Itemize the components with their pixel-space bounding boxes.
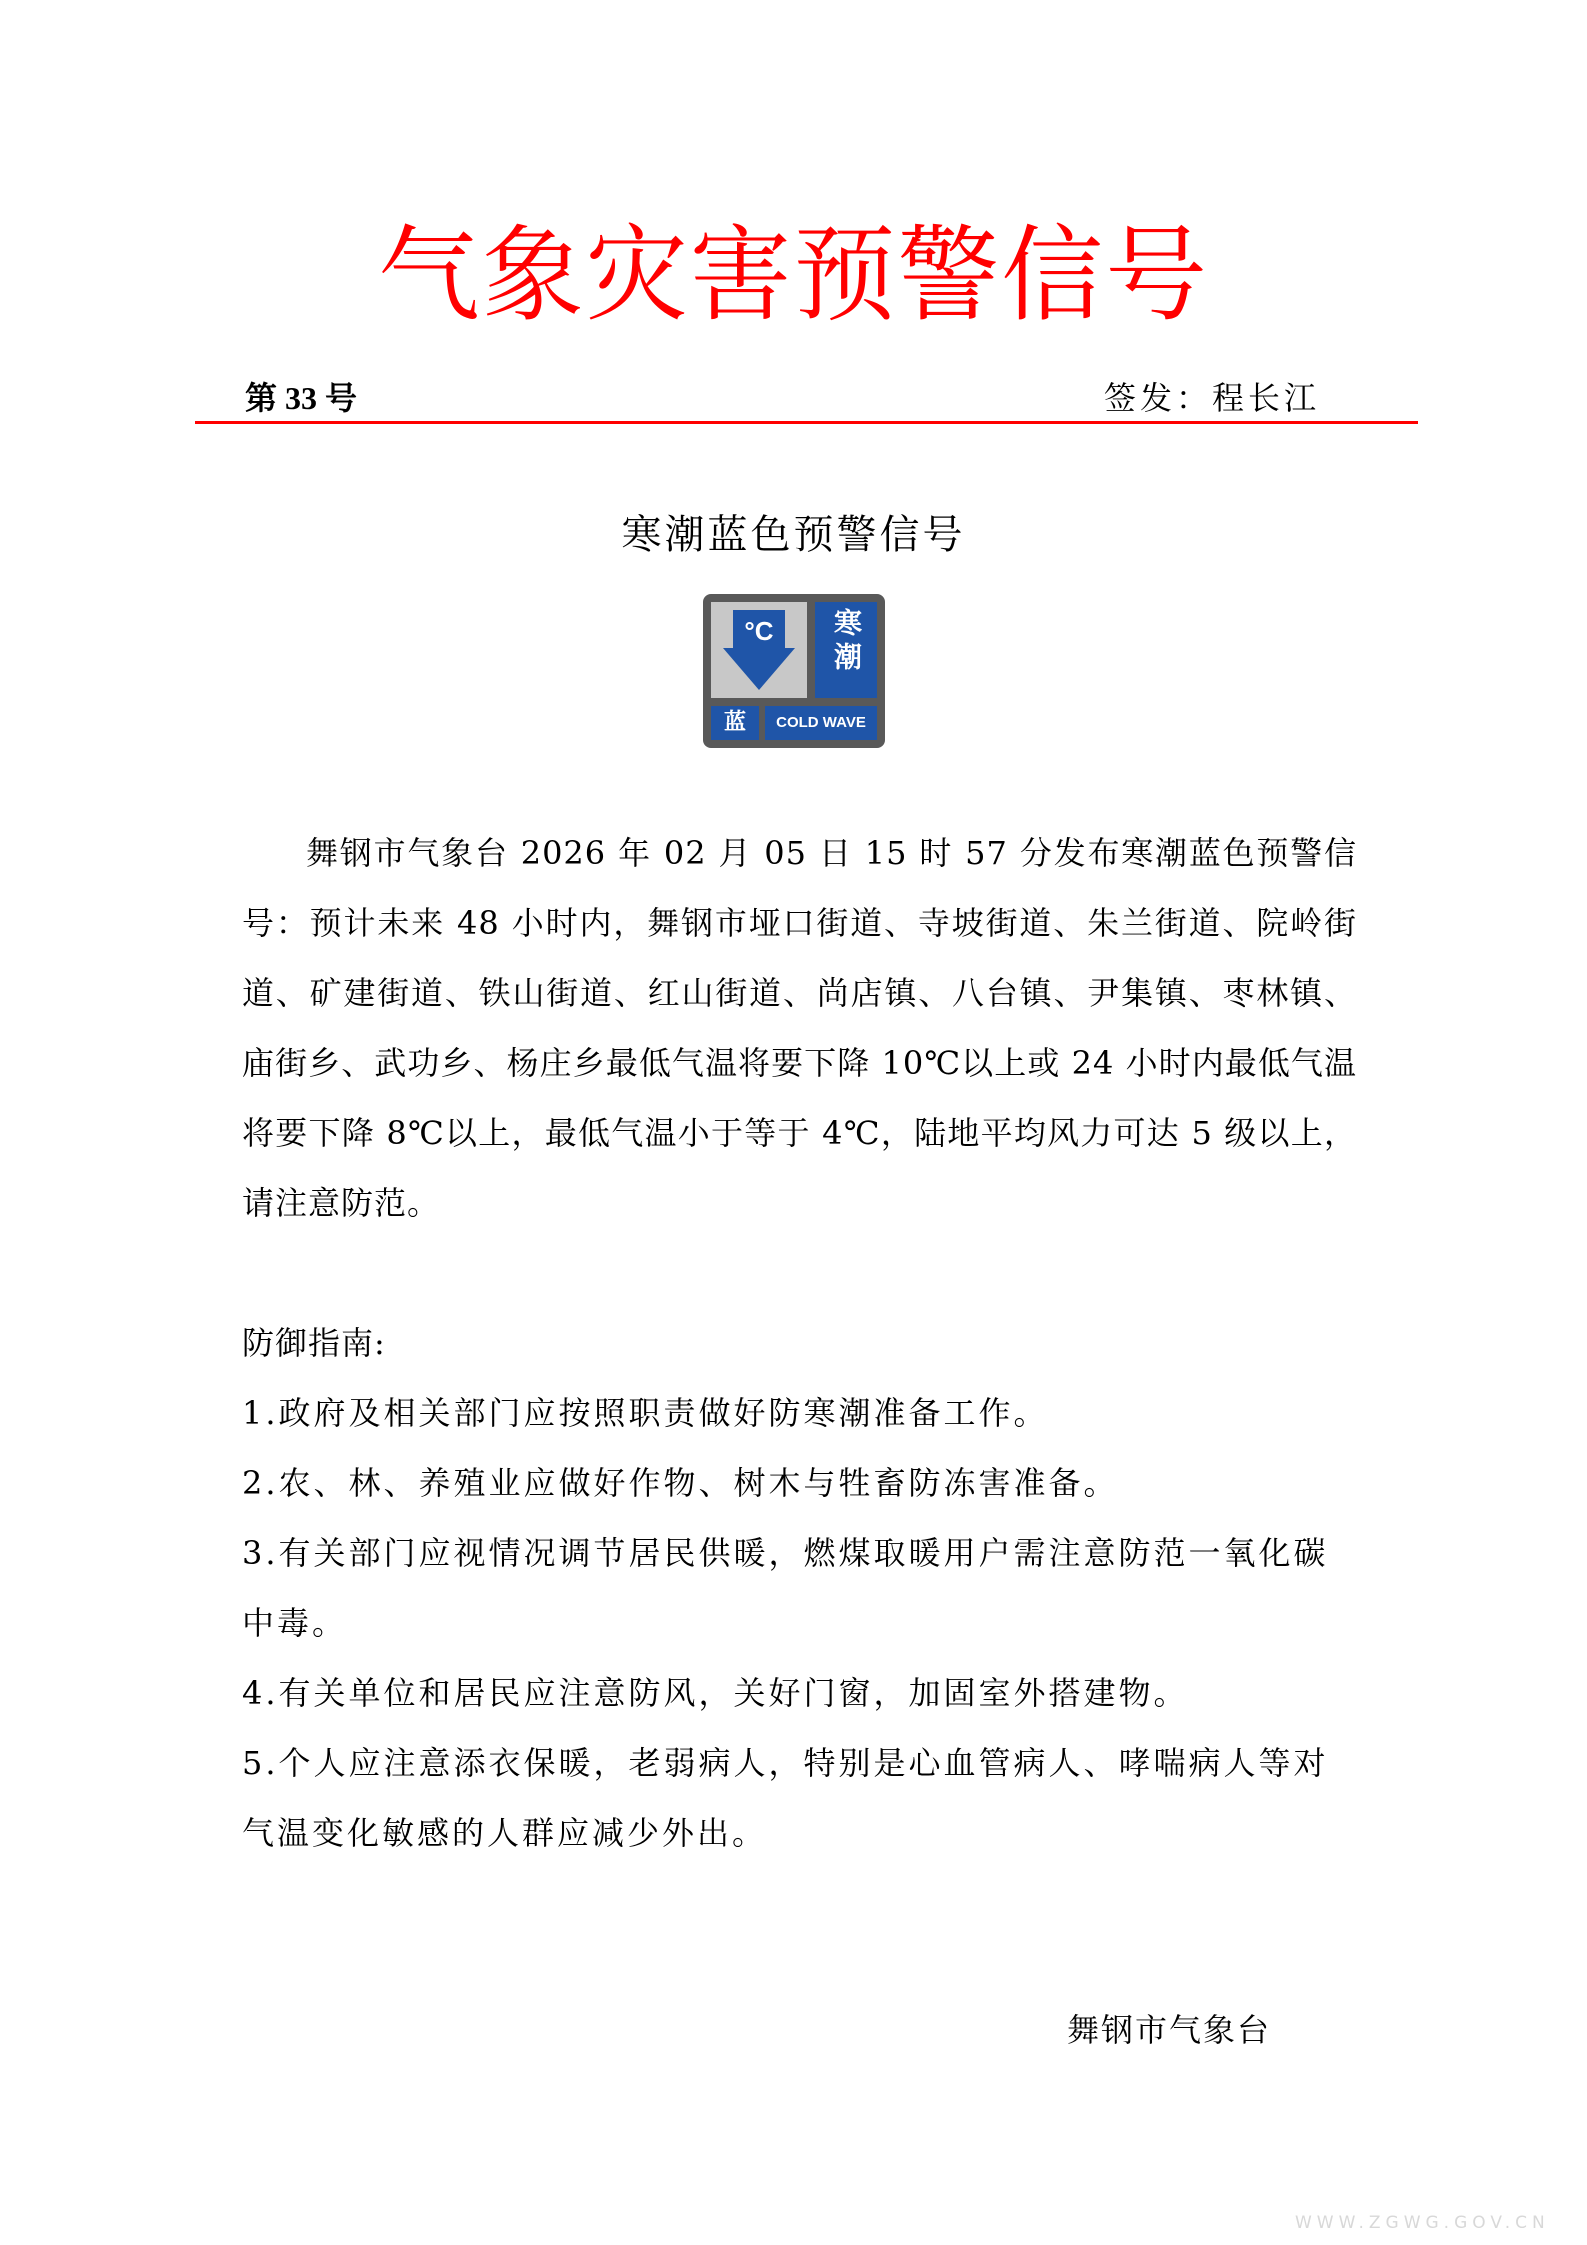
down-arrow-icon	[723, 610, 795, 690]
guide-heading: 防御指南:	[242, 1324, 386, 1362]
issue-number: 第 33 号	[245, 380, 358, 416]
guide-item: 2.农、林、养殖业应做好作物、树木与牲畜防冻害准备。	[242, 1464, 1119, 1502]
defense-guide	[242, 1308, 1357, 1868]
celsius-label: °C	[744, 616, 774, 646]
header-divider	[195, 421, 1418, 424]
signal-subtitle: 寒潮蓝色预警信号	[621, 512, 966, 558]
watermark: WWW.ZGWG.GOV.CN	[1295, 2213, 1550, 2233]
issuer: 签发：程长江	[1103, 379, 1320, 417]
guide-item: 5.个人应注意添衣保暖，老弱病人，特别是心血管病人、哮喘病人等对气温变化敏感的人群应减少外出。	[242, 1744, 1329, 1852]
guide-item: 3.有关部门应视情况调节居民供暖，燃煤取暖用户需注意防范一氧化碳中毒。	[242, 1534, 1329, 1642]
signature: 舞钢市气象台	[1067, 2011, 1272, 2049]
cold-wave-blue-icon	[703, 594, 885, 748]
document-title: 气象灾害预警信号	[377, 214, 1210, 336]
cold-wave-cn-label: 寒潮	[830, 608, 863, 676]
icon-level-label: 蓝	[711, 706, 759, 740]
guide-item: 1.政府及相关部门应按照职责做好防寒潮准备工作。	[242, 1394, 1049, 1432]
bulletin-paragraph: 舞钢市气象台 2026 年 02 月 05 日 15 时 57 分发布寒潮蓝色预警信号：预计未来 48 小时内，舞钢市垭口街道、寺坡街道、朱兰街道、院岭街道、矿建街道、铁山街道、红山街道、尚店镇、八台镇、尹集镇、枣林镇、庙街乡、武功乡、杨庄乡最低气温将要下降 10℃以上或 24 小时内最低气温将要下降 8℃以上，最低气温小于等于 4℃，陆地平均风力可达 5 级以上，请注意防范。	[242, 834, 1357, 1222]
bulletin-body	[242, 818, 1357, 1238]
meta-row	[195, 378, 1362, 418]
guide-item: 4.有关单位和居民应注意防风，关好门窗，加固室外搭建物。	[242, 1674, 1189, 1712]
icon-english-label: COLD WAVE	[765, 706, 877, 740]
icon-side-label	[815, 602, 877, 698]
icon-panel	[711, 602, 807, 698]
